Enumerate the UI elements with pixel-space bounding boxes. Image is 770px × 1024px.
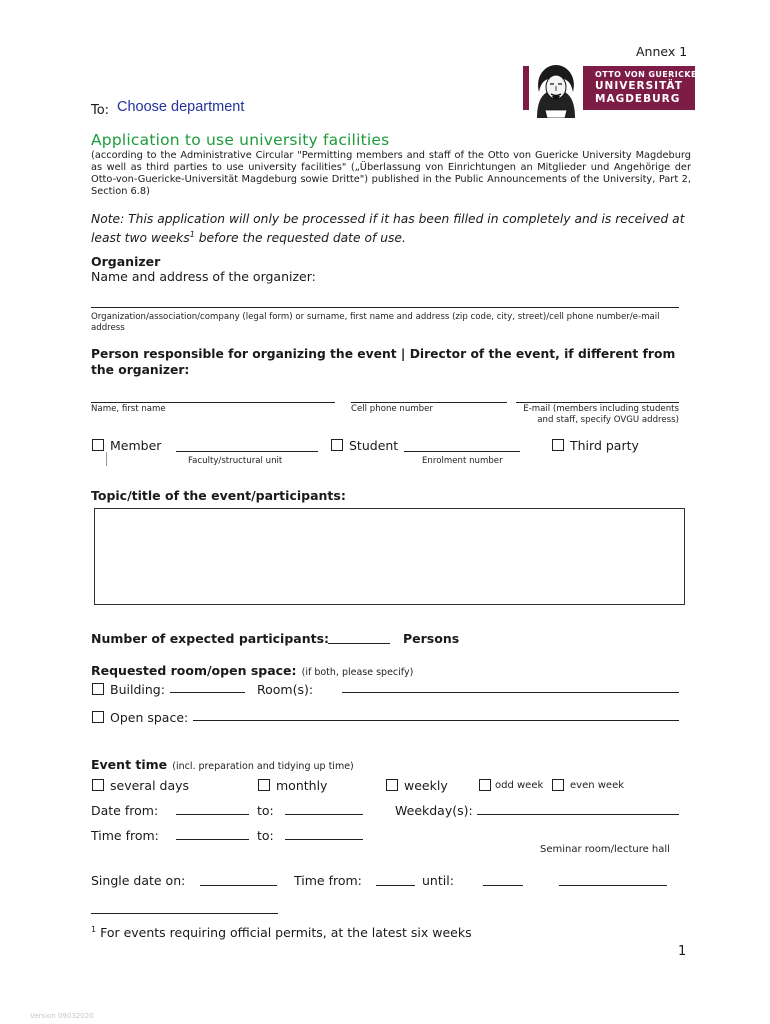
footnote-number: 1 — [91, 925, 97, 934]
time-from-label: Time from: — [91, 828, 159, 843]
time-to-label: to: — [257, 828, 274, 843]
topic-heading: Topic/title of the event/participants: — [91, 488, 346, 503]
third-party-label: Third party — [570, 438, 639, 453]
weekdays-input-line[interactable] — [477, 814, 679, 815]
footnote — [91, 925, 472, 940]
email-caption-line1: E-mail (members including students — [523, 404, 679, 414]
single-date-input-line[interactable] — [200, 885, 277, 886]
note-footnote-ref: 1 — [189, 230, 195, 239]
seminar-room-caption: Seminar room/lecture hall — [540, 844, 670, 855]
event-time-row — [91, 754, 354, 773]
student-checkbox[interactable] — [331, 439, 343, 451]
email-caption-line2: and staff, specify OVGU address) — [537, 415, 679, 425]
single-date-label: Single date on: — [91, 873, 186, 888]
several-days-label: several days — [110, 778, 190, 793]
event-time-label: Event time — [91, 757, 168, 772]
date-from-label: Date from: — [91, 803, 159, 818]
note-text — [91, 211, 691, 246]
to-label: To: — [91, 103, 110, 118]
version-label: Version 09032020 — [30, 1012, 94, 1020]
note-end: before the requested date of use. — [194, 231, 406, 246]
several-days-checkbox[interactable] — [92, 779, 104, 791]
note-main: Note: This application will only be processed if it has been filled in completely and is received at least two weeks — [91, 212, 685, 246]
department-dropdown[interactable]: Choose department — [117, 99, 245, 115]
single-time-from-label: Time from: — [294, 873, 362, 888]
email-caption — [490, 404, 679, 426]
even-week-checkbox[interactable] — [552, 779, 564, 791]
annex-label: Annex 1 — [636, 44, 688, 59]
participants-label: Number of expected participants: — [91, 631, 330, 646]
cell-phone-input-line[interactable] — [351, 402, 507, 403]
odd-week-checkbox[interactable] — [479, 779, 491, 791]
until-label: until: — [422, 873, 454, 888]
cell-phone-caption: Cell phone number — [351, 404, 433, 414]
date-to-label: to: — [257, 803, 274, 818]
third-party-checkbox[interactable] — [552, 439, 564, 451]
organizer-heading: Organizer — [91, 254, 161, 269]
odd-week-label: odd week — [495, 780, 544, 791]
time-from-input-line[interactable] — [176, 839, 249, 840]
person-name-input-line[interactable] — [91, 402, 335, 403]
member-divider — [106, 452, 107, 466]
until-input-line[interactable] — [483, 885, 523, 886]
open-space-label: Open space: — [110, 710, 189, 725]
footnote-separator — [91, 913, 278, 914]
enrolment-input-line[interactable] — [404, 451, 520, 452]
enrolment-caption: Enrolment number — [422, 456, 503, 466]
room-hint: (if both, please specify) — [301, 667, 414, 678]
date-from-input-line[interactable] — [176, 814, 249, 815]
organizer-name-label: Name and address of the organizer: — [91, 269, 316, 284]
person-name-caption: Name, first name — [91, 404, 166, 414]
rooms-input-line[interactable] — [342, 692, 679, 693]
persons-label: Persons — [403, 631, 460, 646]
faculty-input-line[interactable] — [176, 451, 318, 452]
email-input-line[interactable] — [516, 402, 679, 403]
date-to-input-line[interactable] — [285, 814, 363, 815]
weekdays-label: Weekday(s): — [395, 803, 473, 818]
form-title: Application to use university facilities — [91, 131, 390, 149]
footnote-text: For events requiring official permits, at the latest six weeks — [100, 925, 472, 941]
student-label: Student — [349, 438, 399, 453]
faculty-caption: Faculty/structural unit — [188, 456, 283, 466]
time-to-input-line[interactable] — [285, 839, 363, 840]
room-label: Requested room/open space: — [91, 663, 297, 678]
organizer-input-line[interactable] — [91, 307, 679, 308]
room-row — [91, 660, 413, 679]
single-time-from-input-line[interactable] — [376, 885, 415, 886]
building-label: Building: — [110, 682, 165, 697]
even-week-label: even week — [570, 780, 625, 791]
monthly-checkbox[interactable] — [258, 779, 270, 791]
building-checkbox[interactable] — [92, 683, 104, 695]
person-responsible-heading: Person responsible for organizing the event | Director of the event, if different from the organizer: — [91, 347, 676, 377]
member-checkbox[interactable] — [92, 439, 104, 451]
participants-input-line[interactable] — [328, 643, 390, 644]
intro-text: (according to the Administrative Circular "Permitting members and staff of the Otto von Guericke University Magdeburg as well as third parties to use university facilities" („Überlassung von Einrichtungen an Mitglieder und Angehörige der Otto-von-Guericke-Universität Magdeburg sowie Dritte") published in the Public Announcements of the University, Part 2, Section 6.8) — [91, 150, 691, 197]
weekly-label: weekly — [404, 778, 448, 793]
page-number: 1 — [678, 944, 687, 959]
university-logo — [523, 62, 695, 118]
building-input-line[interactable] — [170, 692, 245, 693]
member-label: Member — [110, 438, 162, 453]
logo-text-line3: MAGDEBURG — [595, 93, 681, 105]
topic-textarea[interactable] — [94, 508, 685, 605]
open-space-input-line[interactable] — [193, 720, 679, 721]
logo-text-line2: UNIVERSITÄT — [595, 80, 683, 92]
logo-text-line1: OTTO VON GUERICKE — [595, 70, 697, 79]
event-time-hint: (incl. preparation and tidying up time) — [172, 761, 354, 772]
monthly-label: monthly — [276, 778, 328, 793]
guericke-portrait-icon — [529, 62, 583, 118]
organizer-caption: Organization/association/company (legal form) or surname, first name and address (zip code, city, street)/cell phone number/e-mail address — [91, 312, 660, 333]
weekly-checkbox[interactable] — [386, 779, 398, 791]
seminar-room-input-line[interactable] — [559, 885, 667, 886]
open-space-checkbox[interactable] — [92, 711, 104, 723]
rooms-label: Room(s): — [257, 682, 314, 697]
